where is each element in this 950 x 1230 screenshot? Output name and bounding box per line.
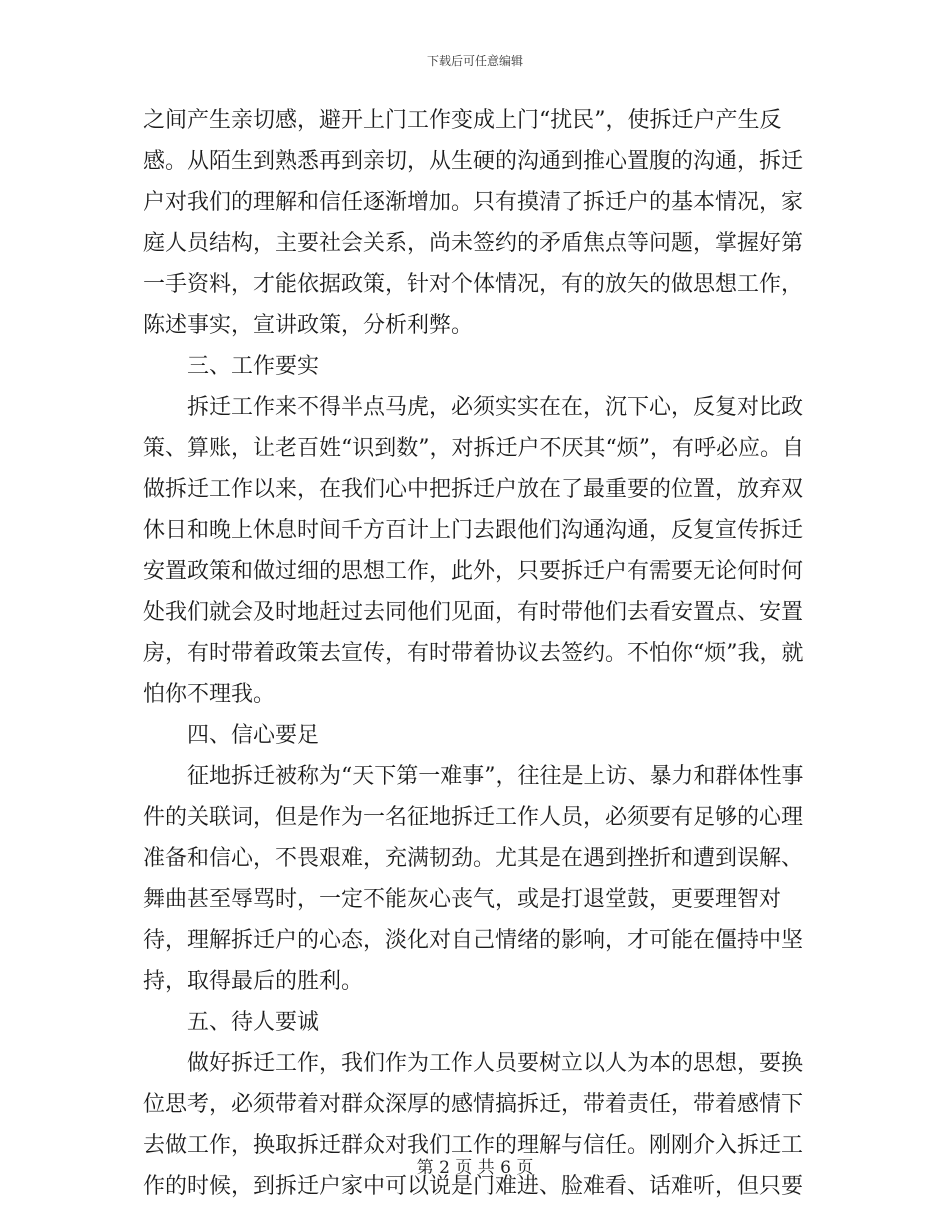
paragraph-work-solid: 拆迁工作来不得半点马虎，必须实实在在，沉下心，反复对比政策、算账，让老百姓“识到数”，对拆迁户不厌其“烦”，有呼必应。自做拆迁工作以来，在我们心中把拆迁户放在了最重要的位置，放弃双休日和晚上休息时间千方百计上门去跟他们沟通沟通，反复宣传拆迁安置政策和做过细的思想工作，此外，只要拆迁户有需要无论何时何处我们就会及时地赶过去同他们见面，有时带他们去看安置点、安置房，有时带着政策去宣传，有时带着协议去签约。不怕你“烦”我，就怕你不理我。 bbox=[143, 395, 804, 707]
paragraph-sincerity: 做好拆迁工作，我们作为工作人员要树立以人为本的思想，要换位思考，必须带着对群众深厚的感情搞拆迁，带着责任，带着感情下去做工作，换取拆迁群众对我们工作的理解与信任。刚刚介入拆迁工作的时候，到拆迁户家中可以说是门难进、脸难看、话难听，但只要 bbox=[143, 1051, 804, 1199]
section-heading-3: 三、工作要实 bbox=[187, 354, 320, 379]
page-header-note: 下载后可任意编辑 bbox=[426, 54, 523, 68]
paragraph-continuation: 之间产生亲切感，避开上门工作变成上门“扰民”，使拆迁户产生反感。从陌生到熟悉再到亲切，从生硬的沟通到推心置腹的沟通，拆迁户对我们的理解和信任逐渐增加。只有摸清了拆迁户的基本情况，家庭人员结构，主要社会关系，尚未签约的矛盾焦点等问题，掌握好第一手资料，才能依据政策，针对个体情况，有的放矢的做思想工作，陈述事实，宣讲政策，分析利弊。 bbox=[143, 108, 804, 338]
paragraph-confidence: 征地拆迁被称为“天下第一难事”，往往是上访、暴力和群体性事件的关联词，但是作为一名征地拆迁工作人员，必须要有足够的心理准备和信心，不畏艰难，充满韧劲。尤其是在遇到挫折和遭到误解、舞曲甚至辱骂时，一定不能灰心丧气，或是打退堂鼓，更要理智对待，理解拆迁户的心态，淡化对自己情绪的影响，才可能在僵持中坚持，取得最后的胜利。 bbox=[143, 764, 804, 994]
section-heading-4: 四、信心要足 bbox=[187, 723, 320, 748]
page-number: 第 2 页 共 6 页 bbox=[416, 1158, 534, 1178]
document-body bbox=[143, 100, 815, 1207]
section-heading-5: 五、待人要诚 bbox=[187, 1010, 320, 1035]
